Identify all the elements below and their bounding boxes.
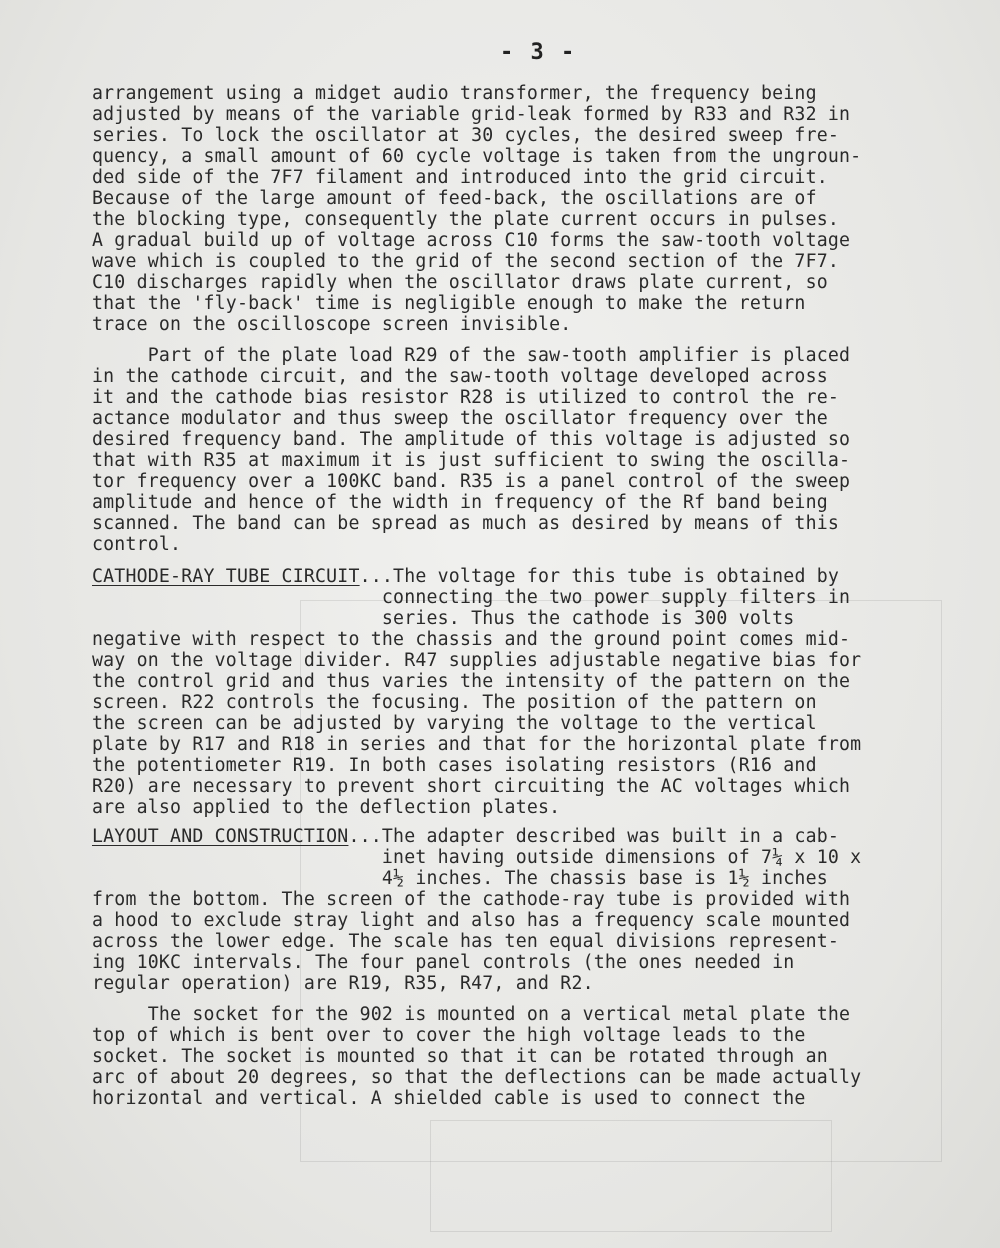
text-line: that with R35 at maximum it is just sufficient to swing the oscilla- [92,450,851,471]
text-line: trace on the oscilloscope screen invisible. [92,314,572,335]
text-line: amplitude and hence of the width in frequency of the Rf band being [92,492,828,513]
text-line: regular operation) are R19, R35, R47, and R2. [92,973,594,994]
text-line: actance modulator and thus sweep the oscillator frequency over the [92,408,828,429]
text-line: across the lower edge. The scale has ten equal divisions represent- [92,931,840,952]
text-line: a hood to exclude stray light and also has a frequency scale mounted [92,910,851,931]
text-line: ing 10KC intervals. The four panel controls (the ones needed in [92,952,795,973]
text-line: scanned. The band can be spread as much as desired by means of this [92,513,840,534]
text-line: Because of the large amount of feed-back, the oscillations are of [92,188,817,209]
text-line: from the bottom. The screen of the cathode-ray tube is provided with [92,889,851,910]
text-line: R20) are necessary to prevent short circuiting the AC voltages which [92,776,851,797]
text-line: quency, a small amount of 60 cycle voltage is taken from the ungroun- [92,146,862,167]
bleed-through-frame [430,1120,832,1232]
text-line: socket. The socket is mounted so that it can be rotated through an [92,1046,828,1067]
text-line-rest: ...The voltage for this tube is obtained by [359,566,840,587]
text-line: wave which is coupled to the grid of the second section of the 7F7. [92,251,840,272]
text-line: the control grid and thus varies the intensity of the pattern on the [92,671,851,692]
text-line: adjusted by means of the variable grid-leak formed by R33 and R32 in [92,104,851,125]
text-line: series. Thus the cathode is 300 volts [92,608,795,629]
text-line: it and the cathode bias resistor R28 is utilized to control the re- [92,387,840,408]
section-heading: LAYOUT AND CONSTRUCTION [92,826,349,847]
text-line: way on the voltage divider. R47 supplies adjustable negative bias for [92,650,862,671]
text-line: C10 discharges rapidly when the oscillator draws plate current, so [92,272,828,293]
text-line: ded side of the 7F7 filament and introduced into the grid circuit. [92,167,828,188]
text-line: screen. R22 controls the focusing. The position of the pattern on [92,692,817,713]
text-line: control. [92,534,182,555]
text-line: in the cathode circuit, and the saw-tooth voltage developed across [92,366,828,387]
text-line: plate by R17 and R18 in series and that for the horizontal plate from [92,734,862,755]
text-line: inet having outside dimensions of 7¼ x 10 x [92,847,862,868]
page-number: - 3 - [500,40,577,65]
text-line: negative with respect to the chassis and the ground point comes mid- [92,629,851,650]
section-heading: CATHODE-RAY TUBE CIRCUIT [92,566,360,587]
text-line: arc of about 20 degrees, so that the deflections can be made actually [92,1067,862,1088]
text-line: arrangement using a midget audio transformer, the frequency being [92,83,817,104]
text-line: desired frequency band. The amplitude of this voltage is adjusted so [92,429,851,450]
text-line: the blocking type, consequently the plate current occurs in pulses. [92,209,840,230]
text-line-rest: ...The adapter described was built in a cab- [348,826,840,847]
text-line: the screen can be adjusted by varying the voltage to the vertical [92,713,817,734]
text-line: 4½ inches. The chassis base is 1½ inches [92,868,828,889]
text-line: tor frequency over a 100KC band. R35 is a panel control of the sweep [92,471,851,492]
text-line: series. To lock the oscillator at 30 cycles, the desired sweep fre- [92,125,840,146]
text-line: A gradual build up of voltage across C10 forms the saw-tooth voltage [92,230,851,251]
text-line [92,826,839,847]
text-line: top of which is bent over to cover the high voltage leads to the [92,1025,806,1046]
text-line [92,566,839,587]
text-line: are also applied to the deflection plates. [92,797,561,818]
text-line: horizontal and vertical. A shielded cable is used to connect the [92,1088,806,1109]
text-line: that the 'fly-back' time is negligible enough to make the return [92,293,806,314]
text-line: The socket for the 902 is mounted on a vertical metal plate the [92,1004,851,1025]
text-line: Part of the plate load R29 of the saw-tooth amplifier is placed [92,345,851,366]
text-line: connecting the two power supply filters in [92,587,851,608]
text-line: the potentiometer R19. In both cases isolating resistors (R16 and [92,755,817,776]
